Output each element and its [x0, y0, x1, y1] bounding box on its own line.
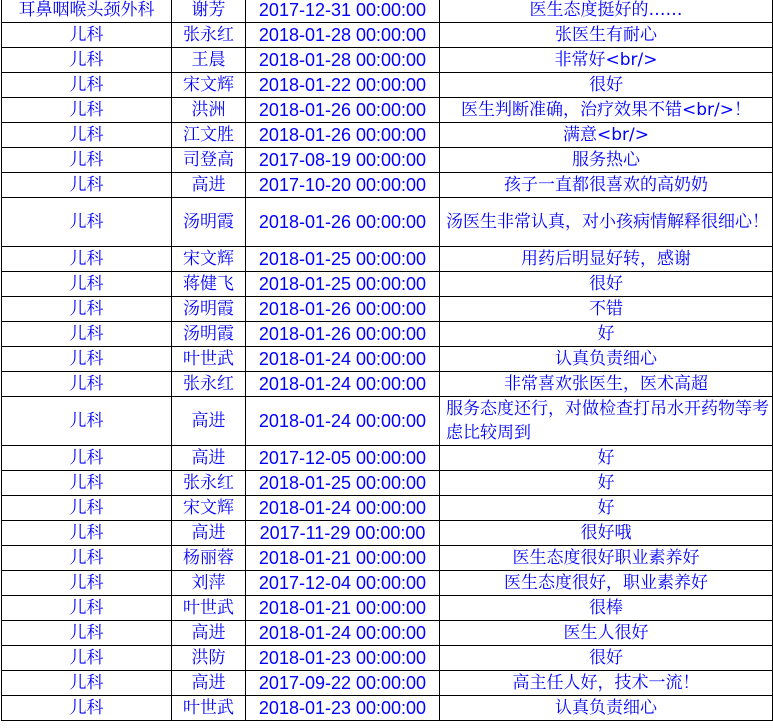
comment-cell: 好	[440, 322, 773, 347]
doctor-cell: 高进	[172, 446, 246, 471]
comment-cell: 很好	[440, 272, 773, 297]
comment-cell: 认真负责细心	[440, 696, 773, 721]
comment-cell: 服务热心	[440, 148, 773, 173]
comment-cell: 认真负责细心	[440, 347, 773, 372]
date-cell: 2018-01-26 00:00:00	[246, 198, 440, 247]
date-cell: 2018-01-28 00:00:00	[246, 48, 440, 73]
table-row	[2, 521, 773, 546]
date-cell: 2017-09-22 00:00:00	[246, 671, 440, 696]
doctor-cell: 谢芳	[172, 0, 246, 23]
date-cell: 2017-11-29 00:00:00	[246, 521, 440, 546]
doctor-cell: 江文胜	[172, 123, 246, 148]
doctor-cell: 叶世武	[172, 696, 246, 721]
doctor-cell: 蒋健飞	[172, 272, 246, 297]
table-row	[2, 397, 773, 446]
comment-cell: 医生态度很好职业素养好	[440, 546, 773, 571]
date-cell: 2018-01-25 00:00:00	[246, 247, 440, 272]
department-cell: 儿科	[2, 596, 172, 621]
date-cell: 2018-01-28 00:00:00	[246, 23, 440, 48]
department-cell: 儿科	[2, 198, 172, 247]
department-cell: 儿科	[2, 297, 172, 322]
table-row	[2, 322, 773, 347]
comment-cell: 很好	[440, 646, 773, 671]
reviews-table-body	[2, 0, 773, 721]
comment-cell: 医生判断准确，治疗效果不错<br/>！	[440, 98, 773, 123]
department-cell: 儿科	[2, 173, 172, 198]
doctor-cell: 张永红	[172, 372, 246, 397]
doctor-cell: 高进	[172, 173, 246, 198]
date-cell: 2018-01-24 00:00:00	[246, 397, 440, 446]
table-row	[2, 347, 773, 372]
comment-cell: 医生人很好	[440, 621, 773, 646]
table-row	[2, 696, 773, 721]
comment-cell: 汤医生非常认真，对小孩病情解释很细心！	[440, 198, 773, 247]
department-cell: 儿科	[2, 372, 172, 397]
doctor-cell: 张永红	[172, 471, 246, 496]
department-cell: 儿科	[2, 471, 172, 496]
doctor-cell: 王晨	[172, 48, 246, 73]
table-row	[2, 23, 773, 48]
department-cell: 儿科	[2, 347, 172, 372]
date-cell: 2017-12-05 00:00:00	[246, 446, 440, 471]
comment-cell: 满意<br/>	[440, 123, 773, 148]
doctor-cell: 叶世武	[172, 347, 246, 372]
doctor-cell: 汤明霞	[172, 322, 246, 347]
table-row	[2, 496, 773, 521]
comment-cell: 用药后明显好转，感谢	[440, 247, 773, 272]
comment-cell: 非常好<br/>	[440, 48, 773, 73]
department-cell: 儿科	[2, 446, 172, 471]
department-cell: 儿科	[2, 322, 172, 347]
table-row	[2, 546, 773, 571]
department-cell: 儿科	[2, 496, 172, 521]
department-cell: 耳鼻咽喉头颈外科	[2, 0, 172, 23]
date-cell: 2018-01-26 00:00:00	[246, 297, 440, 322]
department-cell: 儿科	[2, 521, 172, 546]
table-row	[2, 73, 773, 98]
department-cell: 儿科	[2, 123, 172, 148]
date-cell: 2018-01-26 00:00:00	[246, 123, 440, 148]
date-cell: 2018-01-24 00:00:00	[246, 621, 440, 646]
date-cell: 2017-10-20 00:00:00	[246, 173, 440, 198]
comment-cell: 很好哦	[440, 521, 773, 546]
table-row	[2, 621, 773, 646]
table-row	[2, 646, 773, 671]
date-cell: 2018-01-25 00:00:00	[246, 272, 440, 297]
table-row	[2, 571, 773, 596]
department-cell: 儿科	[2, 98, 172, 123]
date-cell: 2018-01-25 00:00:00	[246, 471, 440, 496]
department-cell: 儿科	[2, 272, 172, 297]
table-row	[2, 671, 773, 696]
doctor-cell: 高进	[172, 671, 246, 696]
date-cell: 2018-01-21 00:00:00	[246, 596, 440, 621]
doctor-cell: 宋文辉	[172, 496, 246, 521]
date-cell: 2018-01-22 00:00:00	[246, 73, 440, 98]
table-row	[2, 297, 773, 322]
comment-cell: 医生态度很好，职业素养好	[440, 571, 773, 596]
doctor-cell: 宋文辉	[172, 247, 246, 272]
department-cell: 儿科	[2, 571, 172, 596]
date-cell: 2017-12-31 00:00:00	[246, 0, 440, 23]
table-row	[2, 247, 773, 272]
date-cell: 2018-01-26 00:00:00	[246, 322, 440, 347]
table-row	[2, 173, 773, 198]
reviews-table	[1, 0, 773, 721]
date-cell: 2018-01-23 00:00:00	[246, 696, 440, 721]
comment-cell: 不错	[440, 297, 773, 322]
comment-cell: 非常喜欢张医生，医术高超	[440, 372, 773, 397]
date-cell: 2018-01-24 00:00:00	[246, 496, 440, 521]
department-cell: 儿科	[2, 671, 172, 696]
table-row	[2, 148, 773, 173]
doctor-cell: 高进	[172, 397, 246, 446]
comment-cell: 很棒	[440, 596, 773, 621]
department-cell: 儿科	[2, 48, 172, 73]
table-row	[2, 48, 773, 73]
date-cell: 2018-01-23 00:00:00	[246, 646, 440, 671]
comment-cell: 医生态度挺好的……	[440, 0, 773, 23]
department-cell: 儿科	[2, 247, 172, 272]
date-cell: 2017-08-19 00:00:00	[246, 148, 440, 173]
doctor-cell: 汤明霞	[172, 297, 246, 322]
doctor-cell: 洪洲	[172, 98, 246, 123]
comment-cell: 张医生有耐心	[440, 23, 773, 48]
table-row	[2, 0, 773, 23]
comment-cell: 服务态度还行，对做检查打吊水开药物等考虑比较周到	[440, 397, 773, 446]
table-row	[2, 446, 773, 471]
doctor-cell: 宋文辉	[172, 73, 246, 98]
doctor-cell: 叶世武	[172, 596, 246, 621]
doctor-cell: 杨丽蓉	[172, 546, 246, 571]
table-row	[2, 372, 773, 397]
table-row	[2, 272, 773, 297]
table-row	[2, 596, 773, 621]
doctor-cell: 汤明霞	[172, 198, 246, 247]
comment-cell: 好	[440, 471, 773, 496]
table-row	[2, 471, 773, 496]
doctor-cell: 高进	[172, 521, 246, 546]
doctor-cell: 刘萍	[172, 571, 246, 596]
table-row	[2, 198, 773, 247]
table-row	[2, 98, 773, 123]
department-cell: 儿科	[2, 621, 172, 646]
table-row	[2, 123, 773, 148]
comment-cell: 好	[440, 496, 773, 521]
date-cell: 2018-01-21 00:00:00	[246, 546, 440, 571]
date-cell: 2017-12-04 00:00:00	[246, 571, 440, 596]
doctor-cell: 司登高	[172, 148, 246, 173]
doctor-cell: 张永红	[172, 23, 246, 48]
department-cell: 儿科	[2, 696, 172, 721]
comment-cell: 孩子一直都很喜欢的高奶奶	[440, 173, 773, 198]
doctor-cell: 洪防	[172, 646, 246, 671]
department-cell: 儿科	[2, 646, 172, 671]
department-cell: 儿科	[2, 148, 172, 173]
date-cell: 2018-01-24 00:00:00	[246, 372, 440, 397]
doctor-cell: 高进	[172, 621, 246, 646]
department-cell: 儿科	[2, 546, 172, 571]
comment-cell: 好	[440, 446, 773, 471]
comment-cell: 很好	[440, 73, 773, 98]
date-cell: 2018-01-24 00:00:00	[246, 347, 440, 372]
date-cell: 2018-01-26 00:00:00	[246, 98, 440, 123]
department-cell: 儿科	[2, 397, 172, 446]
department-cell: 儿科	[2, 73, 172, 98]
comment-cell: 高主任人好，技术一流！	[440, 671, 773, 696]
department-cell: 儿科	[2, 23, 172, 48]
